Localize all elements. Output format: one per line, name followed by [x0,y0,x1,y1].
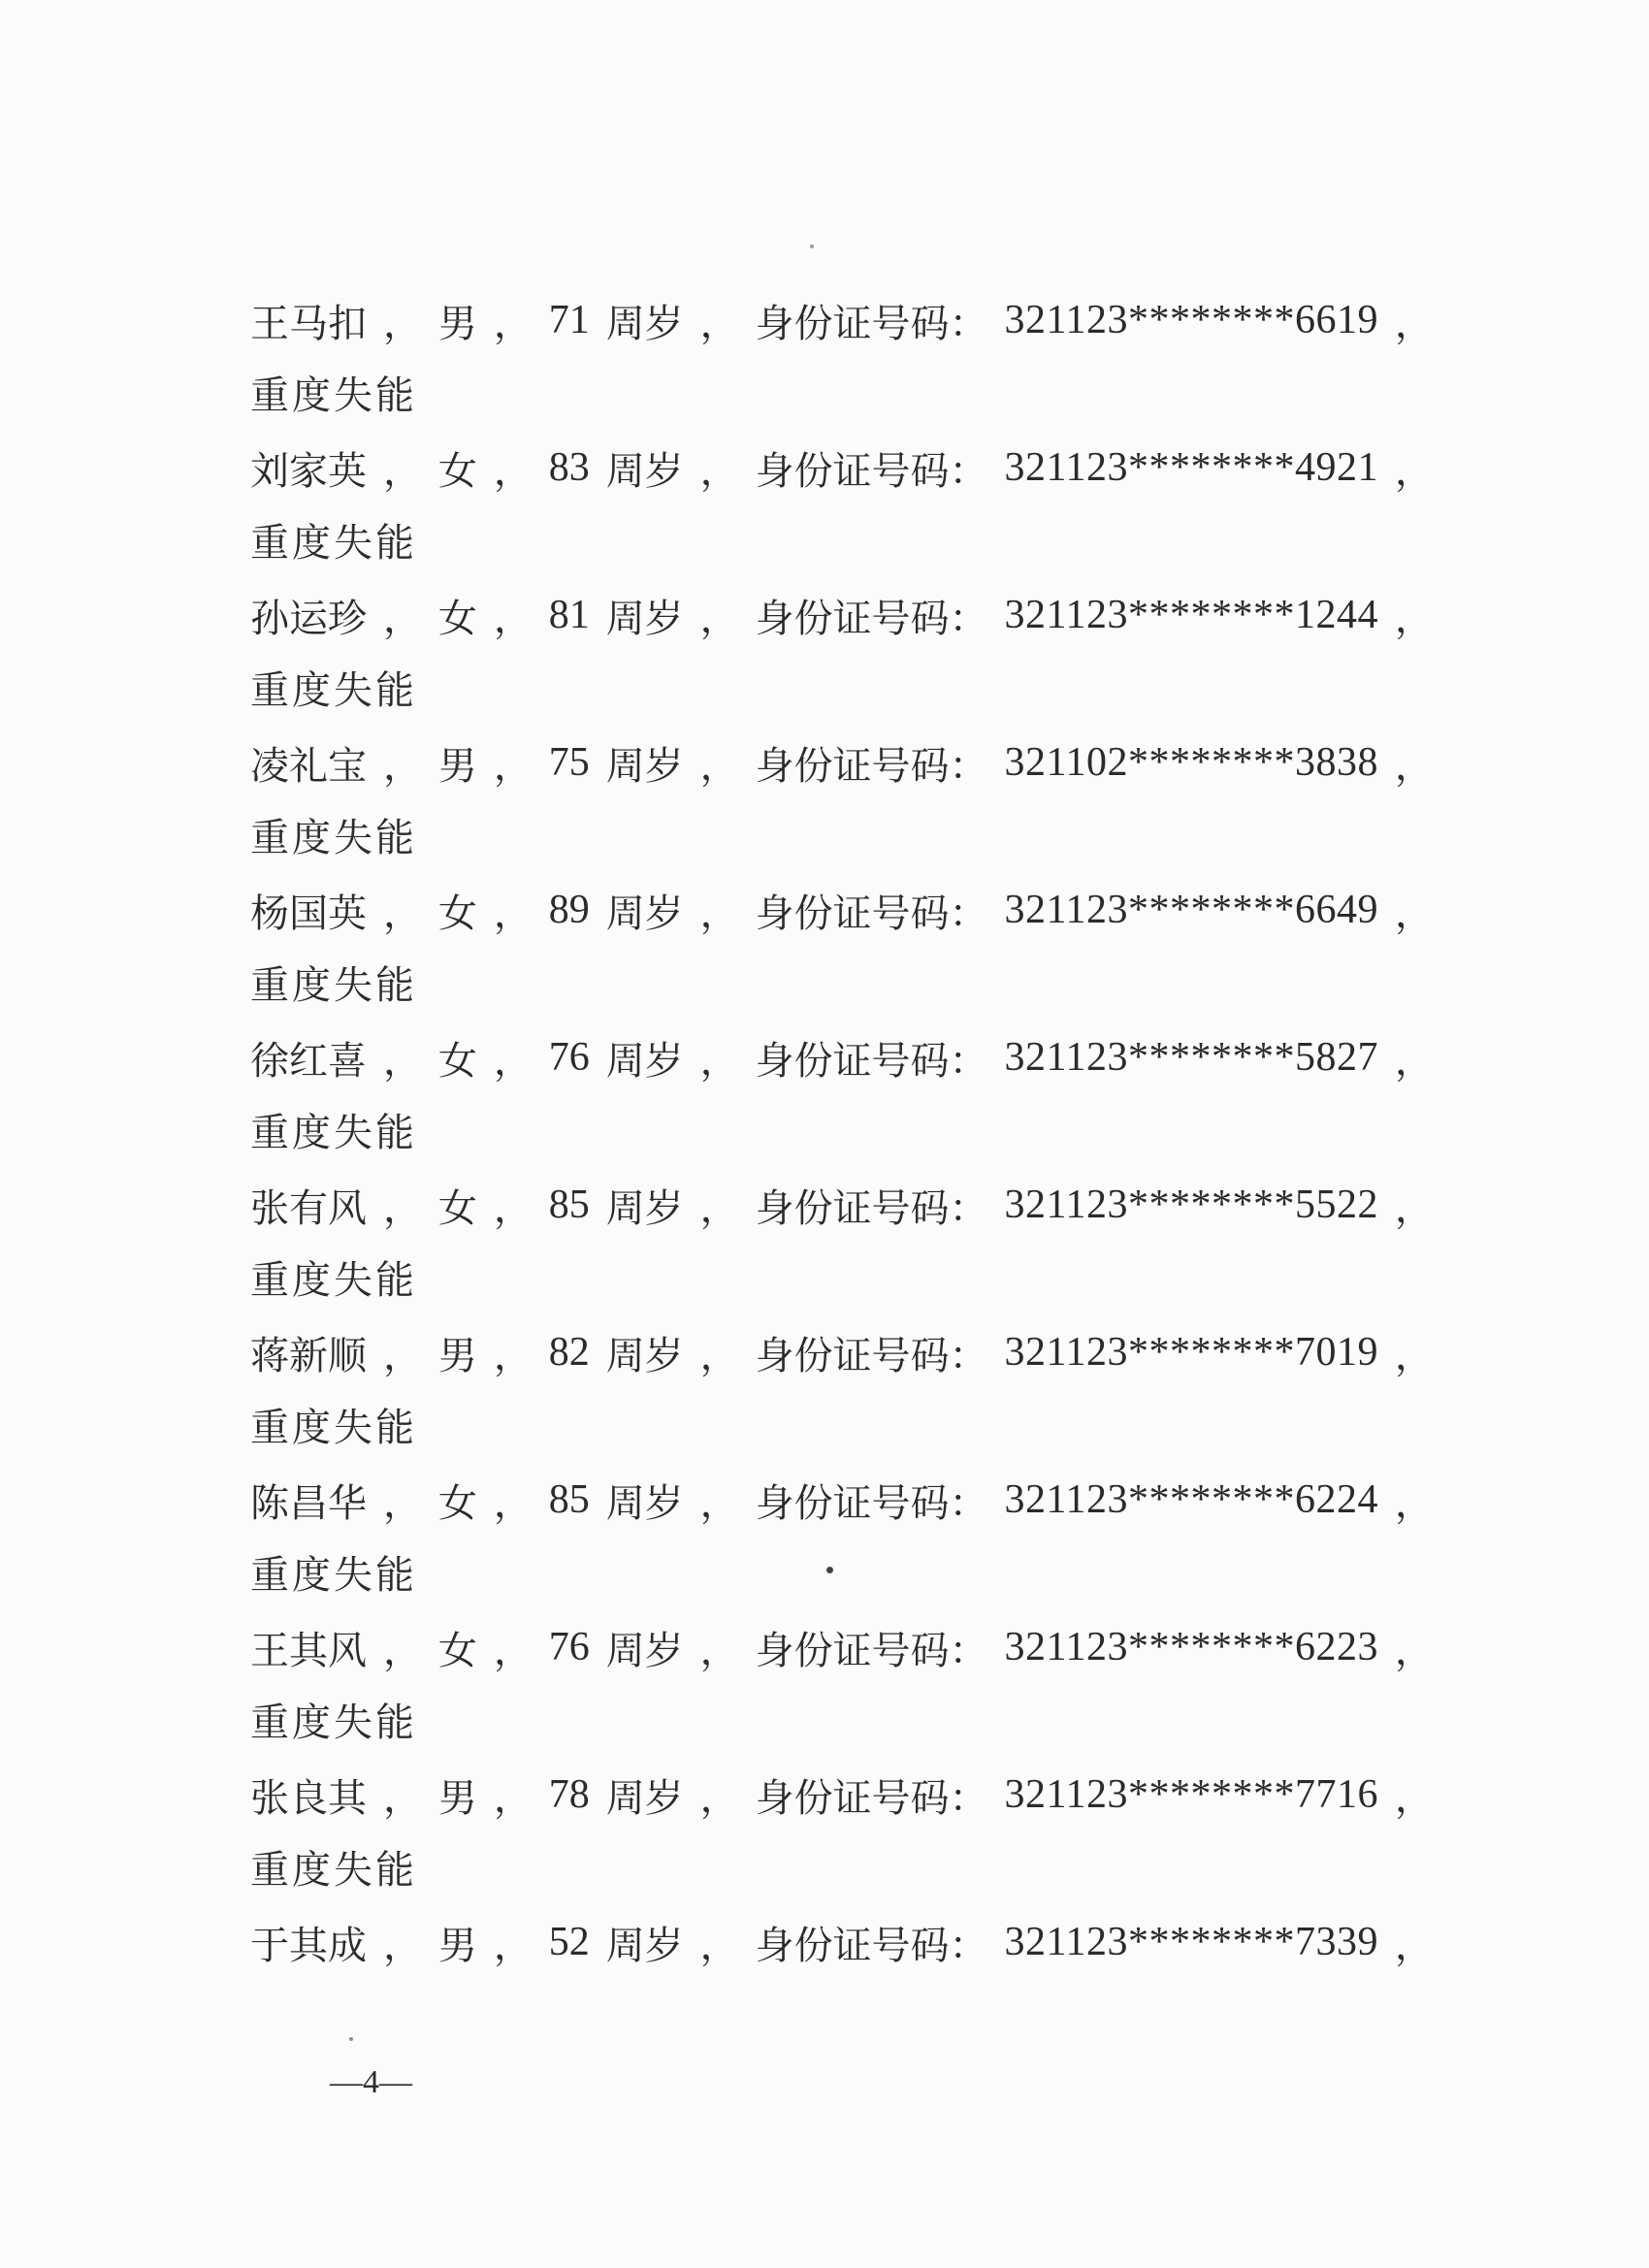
age: 52 [548,1920,590,1964]
age-unit: 周岁 [605,1333,684,1378]
scan-speck [826,1567,833,1573]
age-unit: 周岁 [605,301,684,346]
id-number: 321123********6649 [1004,888,1378,932]
list-item [0,286,1649,434]
separator: ， [493,1923,533,1968]
list-item [0,1318,1649,1466]
id-number: 321123********6224 [1004,1477,1378,1522]
gender: 女 [437,596,477,641]
id-label: 身份证号码： [755,448,988,494]
separator: ， [1394,1480,1434,1526]
separator: ， [493,1775,533,1821]
age-unit: 周岁 [605,1923,684,1968]
separator: ， [493,1333,533,1378]
entry-line [250,1613,1434,1681]
entry-line [250,1761,1434,1829]
age-unit: 周岁 [605,1628,684,1673]
entry-line [250,1023,1434,1091]
separator: ， [699,1038,739,1084]
separator: ， [493,1480,533,1526]
entry-line [250,1318,1434,1386]
separator: ， [382,1333,422,1378]
gender: 女 [437,1185,477,1231]
id-number: 321123********4921 [1004,445,1378,490]
separator: ， [382,891,422,936]
id-label: 身份证号码： [755,1775,988,1821]
separator: ， [699,448,739,494]
entry-line [250,1908,1434,1976]
person-name: 张良其 [250,1775,367,1821]
gender: 女 [437,891,477,936]
age-unit: 周岁 [605,596,684,641]
list-item [0,1023,1649,1171]
id-number: 321102********3838 [1004,740,1378,785]
id-number: 321123********6619 [1004,298,1378,342]
id-number: 321123********7339 [1004,1920,1378,1964]
separator: ， [1394,596,1434,641]
separator: ， [493,743,533,789]
separator: ， [1394,1628,1434,1673]
list-item [0,876,1649,1023]
age: 85 [548,1183,590,1227]
age: 85 [548,1477,590,1522]
separator: ， [382,301,422,346]
separator: ， [382,1038,422,1084]
id-number: 321123********7019 [1004,1330,1378,1375]
disability-status: 重度失能 [250,1552,417,1598]
age: 75 [548,740,590,785]
scan-speck [810,244,814,248]
person-name: 蒋新顺 [250,1333,367,1378]
separator: ， [1394,1333,1434,1378]
entry-line [250,1171,1434,1239]
gender: 女 [437,1628,477,1673]
gender: 女 [437,448,477,494]
disability-status: 重度失能 [250,815,417,860]
separator: ， [1394,1923,1434,1968]
list-item [0,729,1649,876]
separator: ， [699,1185,739,1231]
separator: ， [699,596,739,641]
scan-speck [349,2037,353,2041]
separator: ， [699,1775,739,1821]
separator: ， [493,1628,533,1673]
separator: ， [699,743,739,789]
id-number: 321123********7716 [1004,1772,1378,1817]
age: 78 [548,1772,590,1817]
entry-line [250,876,1434,944]
person-name: 孙运珍 [250,596,367,641]
age: 82 [548,1330,590,1375]
id-label: 身份证号码： [755,1333,988,1378]
list-item [0,1171,1649,1318]
disability-status: 重度失能 [250,1700,417,1745]
separator: ， [382,1923,422,1968]
person-name: 陈昌华 [250,1480,367,1526]
disability-status: 重度失能 [250,1257,417,1303]
separator: ， [382,1480,422,1526]
id-label: 身份证号码： [755,1185,988,1231]
separator: ， [699,1480,739,1526]
person-name: 徐红喜 [250,1038,367,1084]
page-number: —4— [330,2064,412,2100]
separator: ， [1394,1775,1434,1821]
gender: 女 [437,1480,477,1526]
separator: ， [382,448,422,494]
separator: ， [493,596,533,641]
gender: 男 [437,1923,477,1968]
disability-status: 重度失能 [250,1405,417,1450]
person-name: 刘家英 [250,448,367,494]
separator: ， [1394,743,1434,789]
id-label: 身份证号码： [755,1923,988,1968]
entry-line [250,434,1434,502]
entry-line [250,286,1434,354]
disability-status: 重度失能 [250,520,417,566]
id-number: 321123********5522 [1004,1183,1378,1227]
separator: ， [382,1775,422,1821]
disability-status: 重度失能 [250,1847,417,1893]
person-name: 王其风 [250,1628,367,1673]
gender: 男 [437,1775,477,1821]
person-name: 王马扣 [250,301,367,346]
disability-status: 重度失能 [250,962,417,1008]
separator: ， [382,1628,422,1673]
separator: ， [699,301,739,346]
gender: 男 [437,743,477,789]
age-unit: 周岁 [605,891,684,936]
id-number: 321123********1244 [1004,593,1378,637]
age-unit: 周岁 [605,448,684,494]
gender: 男 [437,301,477,346]
age-unit: 周岁 [605,1480,684,1526]
list-item [0,1613,1649,1761]
separator: ， [382,743,422,789]
disability-status: 重度失能 [250,1110,417,1155]
id-label: 身份证号码： [755,1628,988,1673]
id-number: 321123********6223 [1004,1625,1378,1669]
disability-status: 重度失能 [250,667,417,713]
age-unit: 周岁 [605,743,684,789]
list-item [0,581,1649,729]
separator: ， [699,1333,739,1378]
list-item [0,434,1649,581]
separator: ， [493,1185,533,1231]
age: 76 [548,1035,590,1080]
separator: ， [699,1923,739,1968]
id-label: 身份证号码： [755,743,988,789]
separator: ， [493,448,533,494]
age-unit: 周岁 [605,1775,684,1821]
entry-line [250,729,1434,796]
separator: ， [699,891,739,936]
id-label: 身份证号码： [755,1480,988,1526]
separator: ， [382,596,422,641]
entry-line [250,1466,1434,1534]
list-item [0,1908,1649,2056]
id-label: 身份证号码： [755,1038,988,1084]
id-label: 身份证号码： [755,596,988,641]
person-name: 于其成 [250,1923,367,1968]
separator: ， [1394,448,1434,494]
separator: ， [493,891,533,936]
separator: ， [493,1038,533,1084]
separator: ， [1394,1185,1434,1231]
separator: ， [1394,891,1434,936]
separator: ， [493,301,533,346]
id-label: 身份证号码： [755,301,988,346]
disability-status: 重度失能 [250,373,417,418]
person-name: 张有风 [250,1185,367,1231]
gender: 女 [437,1038,477,1084]
person-name: 杨国英 [250,891,367,936]
age: 71 [548,298,590,342]
separator: ， [382,1185,422,1231]
separator: ， [699,1628,739,1673]
age-unit: 周岁 [605,1038,684,1084]
list-item [0,1466,1649,1613]
age: 83 [548,445,590,490]
age-unit: 周岁 [605,1185,684,1231]
age: 81 [548,593,590,637]
id-number: 321123********5827 [1004,1035,1378,1080]
age: 76 [548,1625,590,1669]
list-item [0,1761,1649,1908]
gender: 男 [437,1333,477,1378]
id-label: 身份证号码： [755,891,988,936]
separator: ， [1394,301,1434,346]
age: 89 [548,888,590,932]
entry-line [250,581,1434,649]
person-name: 凌礼宝 [250,743,367,789]
separator: ， [1394,1038,1434,1084]
